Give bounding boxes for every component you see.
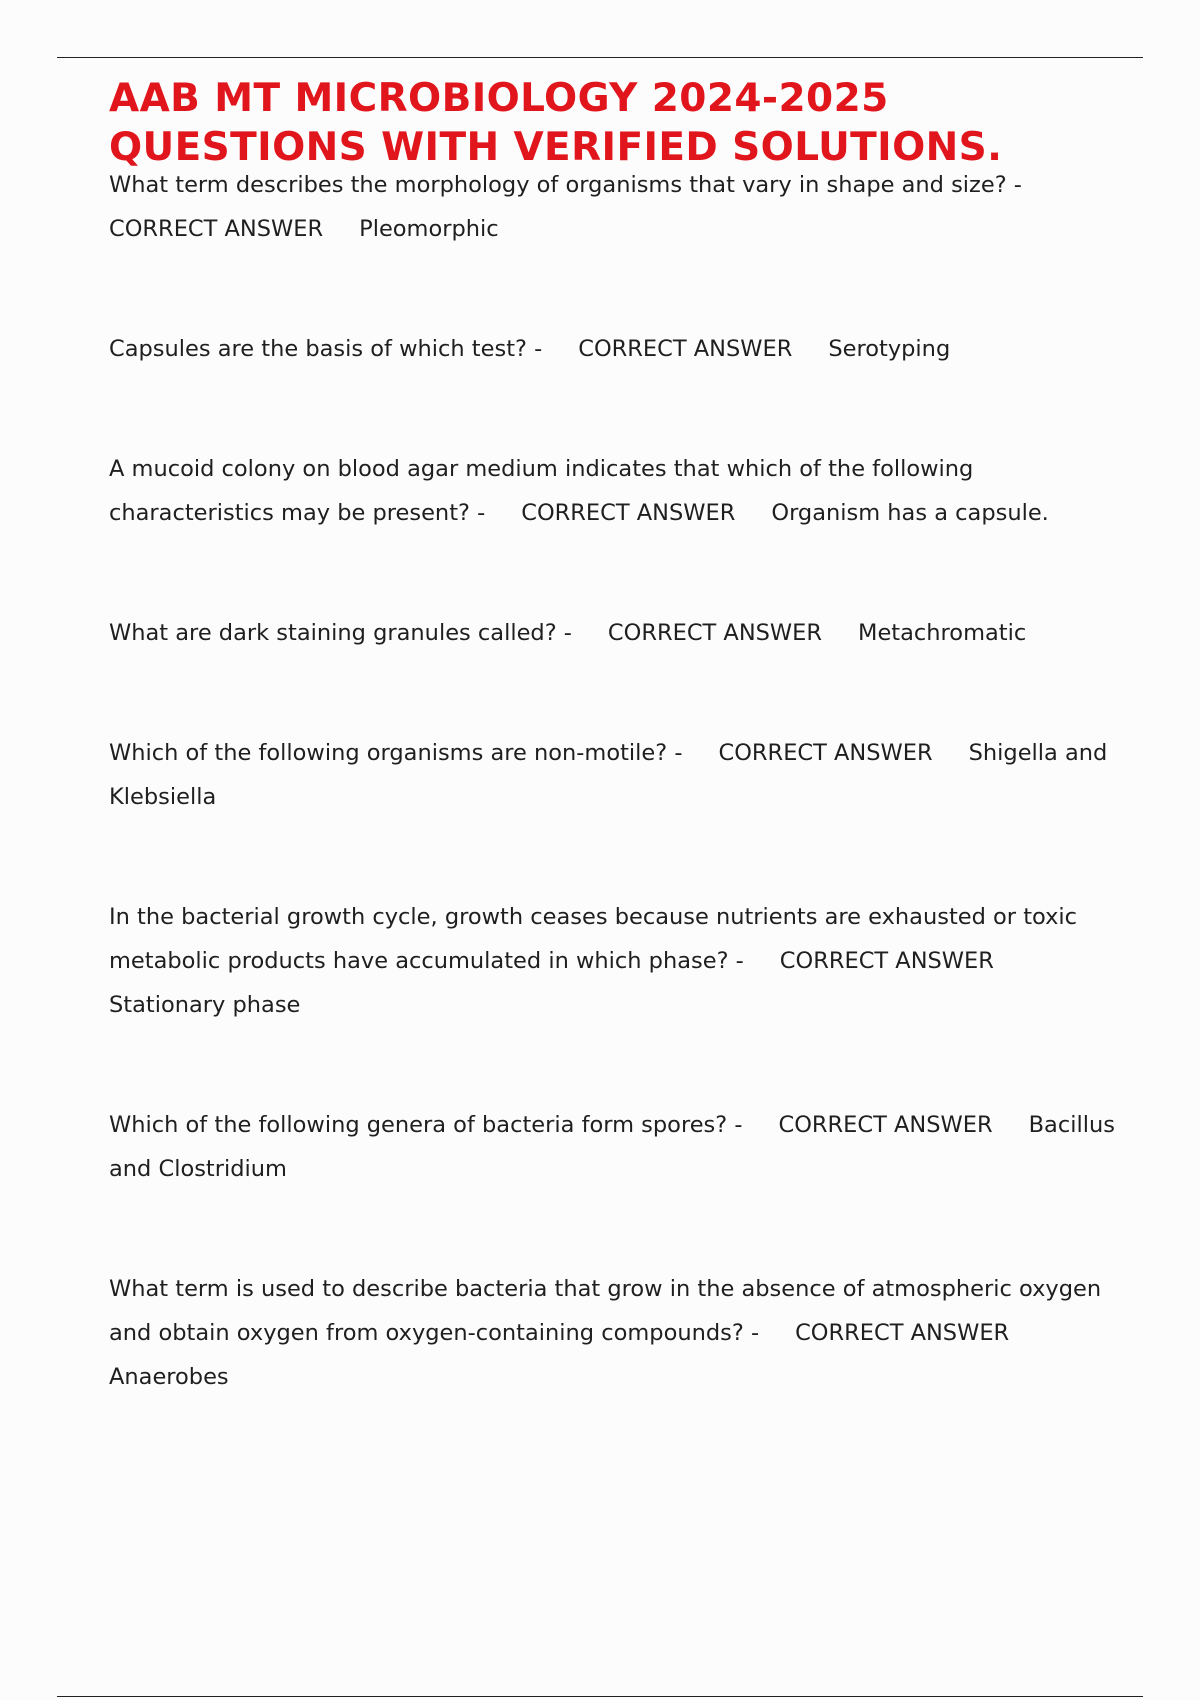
answer-text: Serotyping (828, 336, 951, 362)
qa-item (109, 447, 1129, 535)
question-text: Capsules are the basis of which test? - (109, 336, 543, 362)
qa-item (109, 163, 1129, 251)
qa-item (109, 731, 1129, 819)
question-text: What term is used to describe bacteria that grow in the absence of atmospheric oxygen and obtain oxygen from oxygen-containing compounds? - (109, 1276, 1102, 1346)
qa-item (109, 895, 1129, 1027)
question-text: What term describes the morphology of organisms that vary in shape and size? - (109, 172, 1022, 198)
qa-item (109, 611, 1129, 655)
question-text: A mucoid colony on blood agar medium indicates that which of the following characteristics may be present? - (109, 456, 974, 526)
answer-text: Shigella and Klebsiella (109, 740, 1108, 810)
answer-text: Organism has a capsule. (771, 500, 1049, 526)
qa-list (109, 163, 1129, 1399)
answer-label: CORRECT ANSWER (779, 948, 994, 974)
answer-text: Bacillus and Clostridium (109, 1112, 1115, 1182)
answer-label: CORRECT ANSWER (718, 740, 933, 766)
answer-text: Metachromatic (858, 620, 1027, 646)
question-text: Which of the following genera of bacteria form spores? - (109, 1112, 743, 1138)
answer-label: CORRECT ANSWER (795, 1320, 1010, 1346)
answer-label: CORRECT ANSWER (778, 1112, 993, 1138)
qa-item (109, 327, 1129, 371)
question-text: What are dark staining granules called? - (109, 620, 572, 646)
answer-label: CORRECT ANSWER (578, 336, 793, 362)
bottom-divider (57, 1696, 1143, 1697)
answer-label: CORRECT ANSWER (521, 500, 736, 526)
top-divider (57, 57, 1143, 58)
answer-text: Pleomorphic (359, 216, 499, 242)
answer-label: CORRECT ANSWER (109, 216, 324, 242)
document-title (109, 74, 1129, 172)
qa-item (109, 1267, 1129, 1399)
question-text: In the bacterial growth cycle, growth ceases because nutrients are exhausted or toxic metabolic products have accumulated in which phase? - (109, 904, 1078, 974)
title-line-2: QUESTIONS WITH VERIFIED SOLUTIONS. (109, 125, 1003, 170)
answer-text: Anaerobes (109, 1364, 229, 1390)
answer-text: Stationary phase (109, 992, 301, 1018)
document-body (109, 74, 1129, 1475)
answer-label: CORRECT ANSWER (607, 620, 823, 646)
title-line-1: AAB MT MICROBIOLOGY 2024-2025 (109, 76, 889, 121)
qa-item (109, 1103, 1129, 1191)
question-text: Which of the following organisms are non-motile? - (109, 740, 683, 766)
